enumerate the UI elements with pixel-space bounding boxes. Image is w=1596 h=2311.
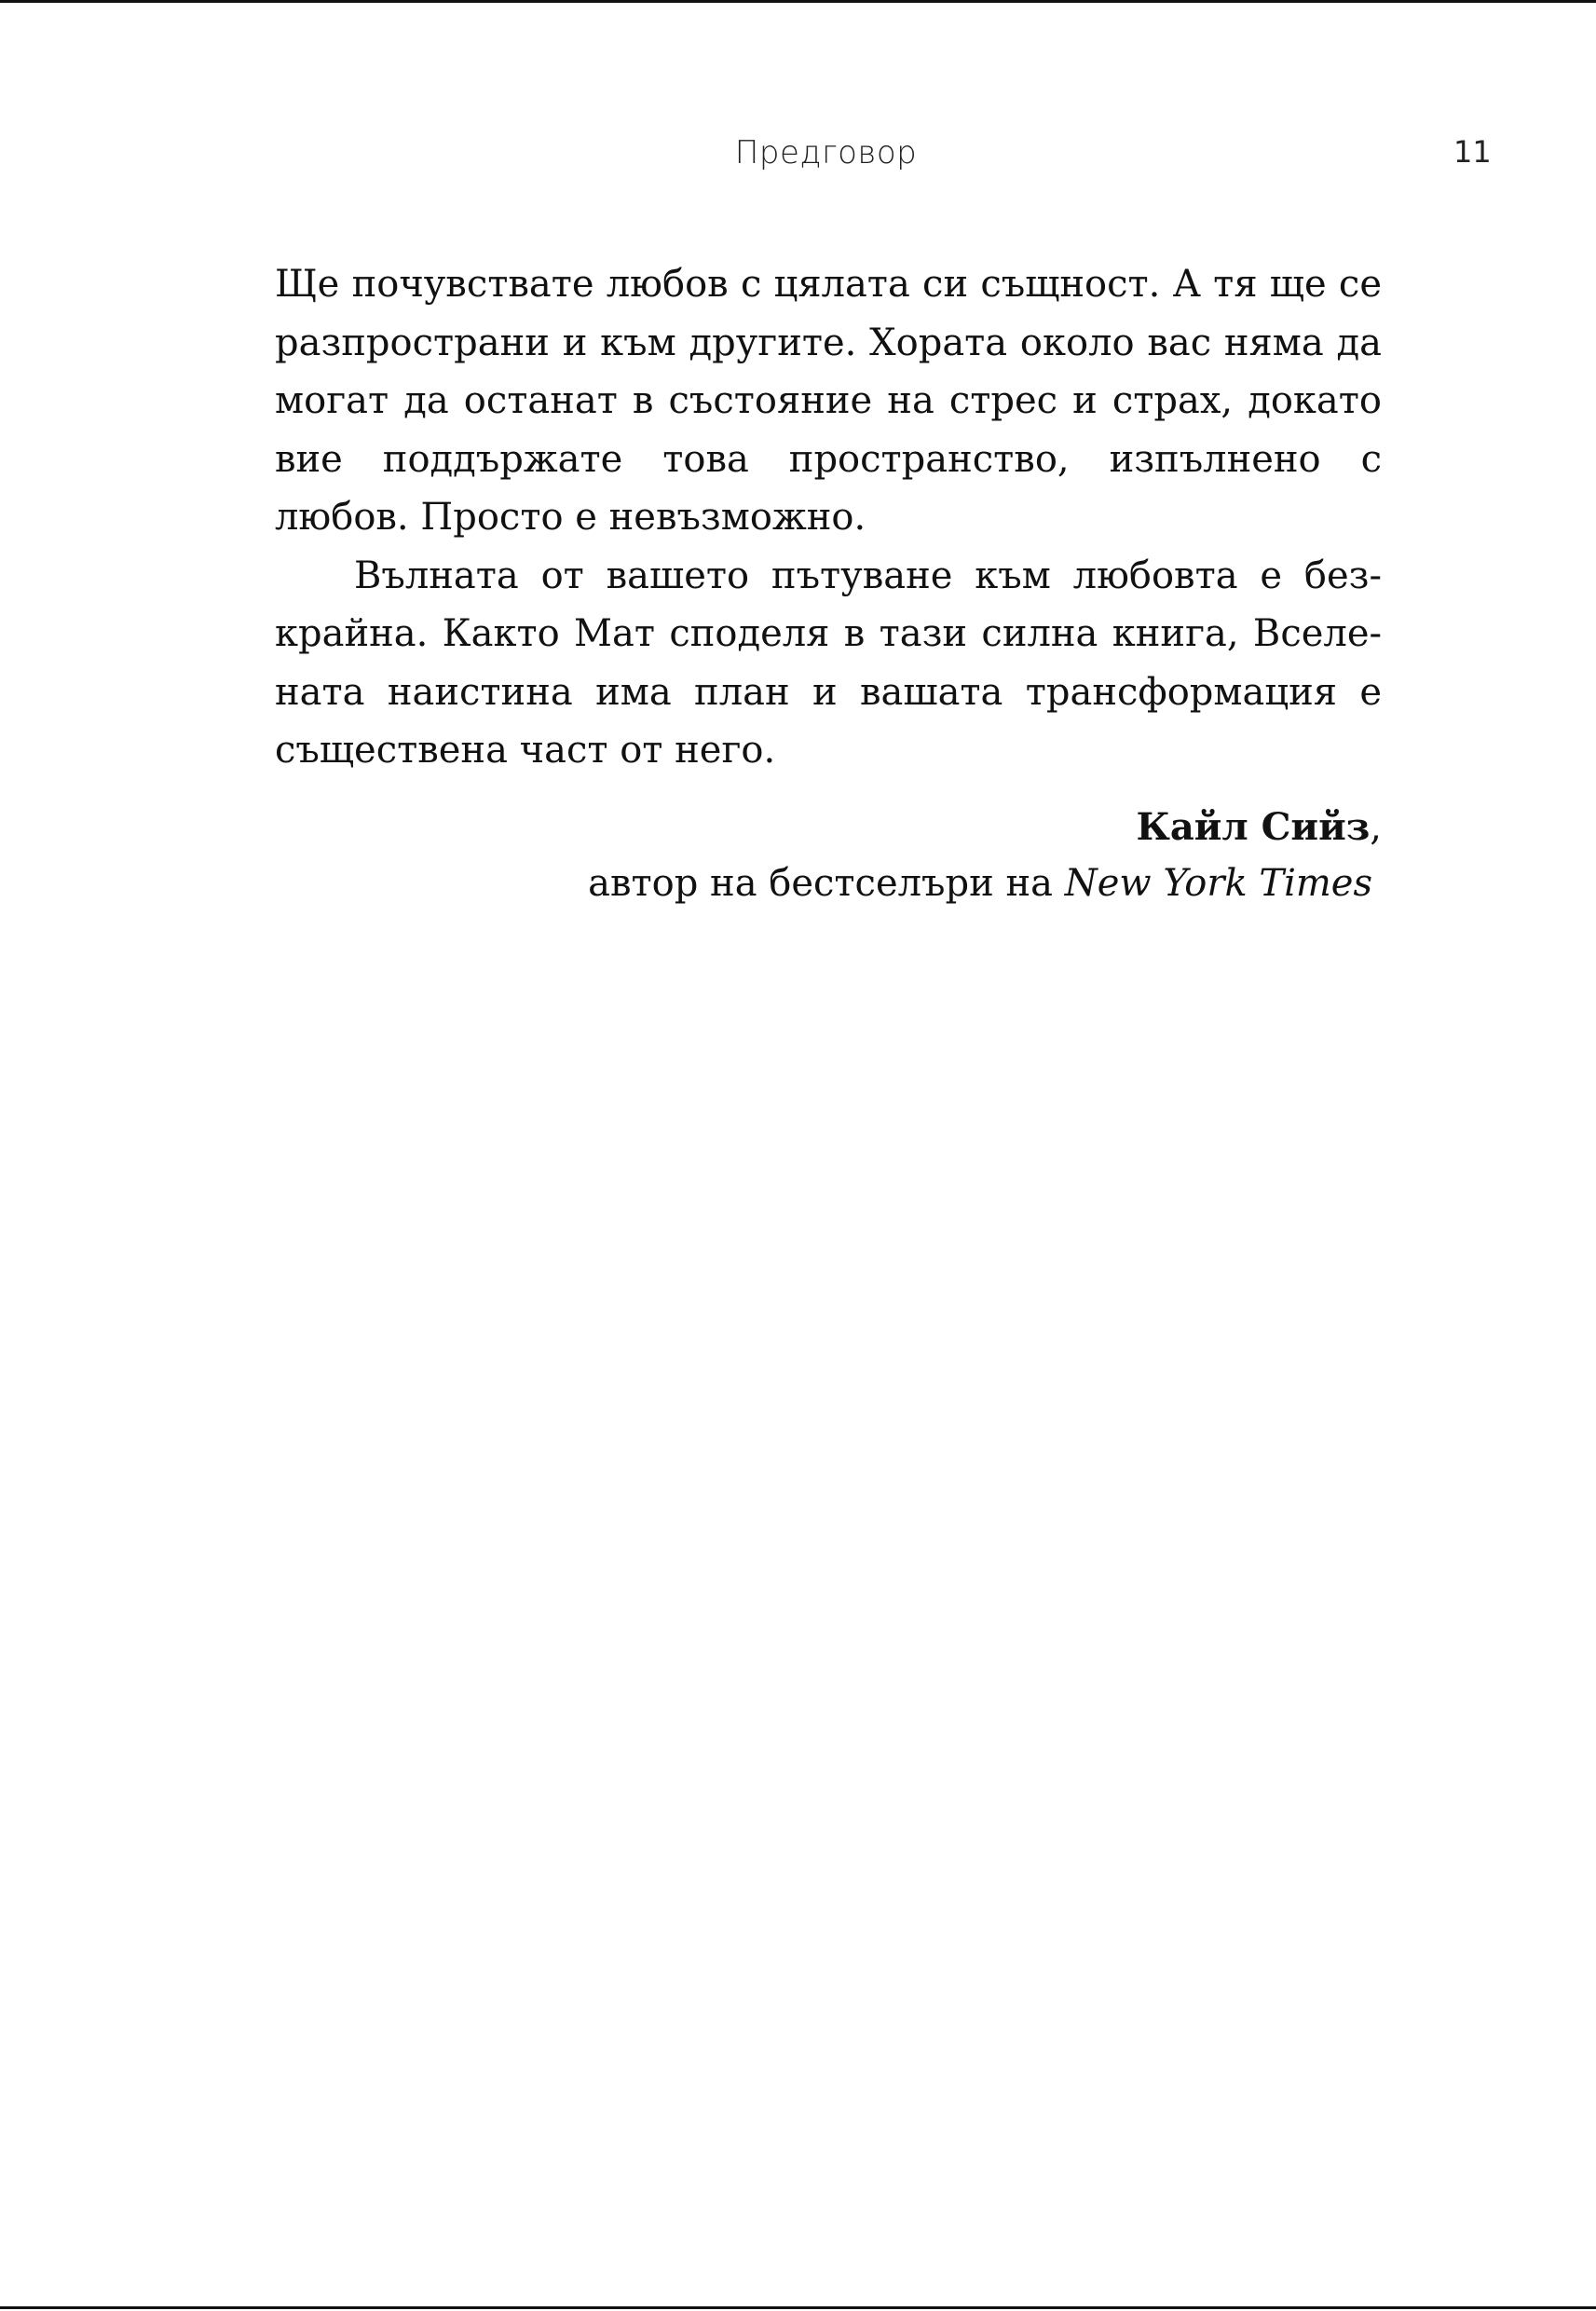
publication-name: New York Times — [1064, 862, 1372, 905]
signature-block — [275, 800, 1382, 911]
signature-role-line — [275, 855, 1382, 911]
running-title: Предговор — [734, 134, 918, 171]
page-number: 11 — [1453, 134, 1492, 170]
paragraph-2: Вълната от вашето пътуване към любовта е безкрайна. Както Мат споделя в тази силна книга, Вселената наистина има план и вашата трансформация е съществена част от него. — [275, 554, 1382, 772]
signature-name-line — [275, 800, 1382, 855]
paragraph-1: Ще почувствате любов с цялата си същност. А тя ще се разпространи и към другите. Хората около вас няма да могат да останат в състояние на стрес и страх, докато вие поддържате това пространство, изпълнено с любов. Просто е невъзможно. — [275, 263, 1382, 539]
running-header — [0, 130, 1596, 186]
author-role: автор на бестселъри на — [588, 862, 1065, 905]
body-text — [275, 255, 1382, 780]
author-name: Кайл Сийз — [1136, 805, 1371, 849]
author-name-comma: , — [1370, 806, 1382, 849]
top-border-rule — [0, 0, 1596, 3]
bottom-border-rule — [0, 2306, 1596, 2309]
